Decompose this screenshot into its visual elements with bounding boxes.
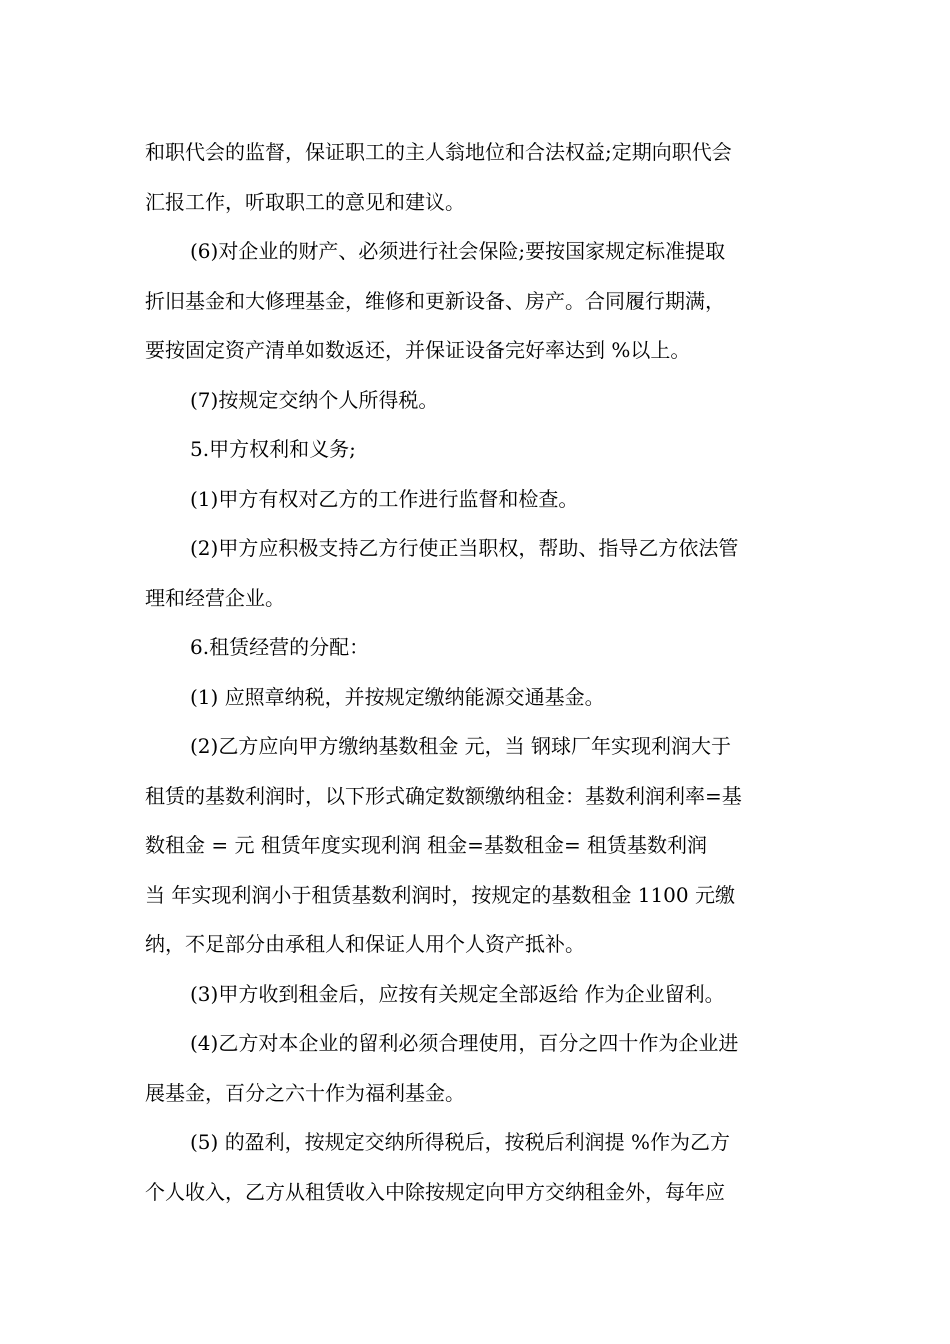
- text-line: (2)甲方应积极支持乙方行使正当职权，帮助、指导乙方依法管: [190, 536, 739, 560]
- text-line: 和职代会的监督，保证职工的主人翁地位和合法权益;定期向职代会: [145, 140, 732, 164]
- text-line: (5) 的盈利，按规定交纳所得税后，按税后利润提 %作为乙方: [190, 1130, 731, 1154]
- text-line: (7)按规定交纳个人所得税。: [190, 388, 439, 412]
- text-line: 折旧基金和大修理基金，维修和更新设备、房产。合同履行期满，: [145, 289, 725, 313]
- text-line: 个人收入，乙方从租赁收入中除按规定向甲方交纳租金外，每年应: [145, 1180, 725, 1204]
- text-line: 展基金，百分之六十作为福利基金。: [145, 1081, 465, 1105]
- text-line: (3)甲方收到租金后，应按有关规定全部返给 作为企业留利。: [190, 982, 725, 1006]
- text-line: 数租金 = 元 租赁年度实现利润 租金=基数租金= 租赁基数利润: [145, 833, 708, 857]
- text-line: 要按固定资产清单如数返还，并保证设备完好率达到 %以上。: [145, 338, 691, 362]
- text-line: (2)乙方应向甲方缴纳基数租金 元，当 钢球厂年实现利润大于: [190, 734, 732, 758]
- section-heading: 5.甲方权利和义务;: [190, 437, 356, 461]
- text-line: 租赁的基数利润时，以下形式确定数额缴纳租金：基数利润利率=基: [145, 784, 742, 808]
- text-line: 理和经营企业。: [145, 586, 285, 610]
- text-line: 汇报工作，听取职工的意见和建议。: [145, 190, 465, 214]
- text-line: (1) 应照章纳税，并按规定缴纳能源交通基金。: [190, 685, 605, 709]
- text-line: (6)对企业的财产、必须进行社会保险;要按国家规定标准提取: [190, 239, 726, 263]
- text-line: (1)甲方有权对乙方的工作进行监督和检查。: [190, 487, 579, 511]
- text-line: 纳，不足部分由承租人和保证人用个人资产抵补。: [145, 932, 585, 956]
- text-line: 当 年实现利润小于租赁基数利润时，按规定的基数租金 1100 元缴: [145, 883, 735, 907]
- section-heading: 6.租赁经营的分配：: [190, 635, 370, 659]
- text-line: (4)乙方对本企业的留利必须合理使用，百分之四十作为企业进: [190, 1031, 739, 1055]
